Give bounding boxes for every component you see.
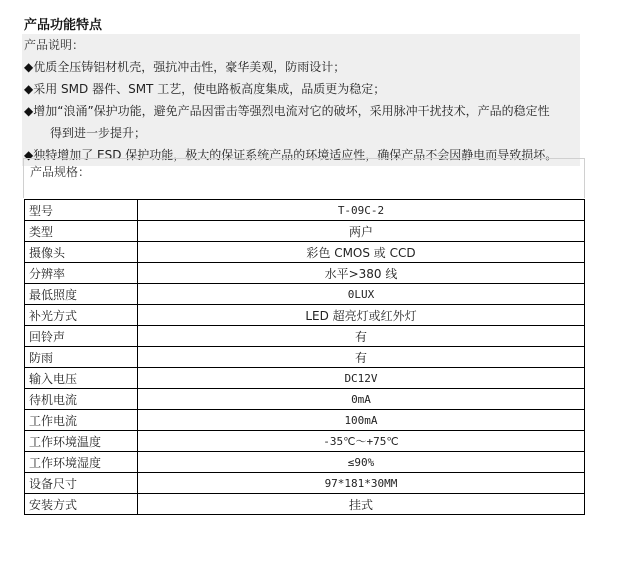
table-row — [25, 389, 585, 410]
spec-value: 有 — [138, 347, 585, 368]
spec-table — [24, 199, 585, 515]
spec-label: 回铃声 — [25, 326, 138, 347]
spec-value: 97*181*30MM — [138, 473, 585, 494]
diamond-bullet-icon: ◆ — [24, 148, 34, 162]
spec-label: 摄像头 — [25, 242, 138, 263]
table-row — [25, 431, 585, 452]
feature-text: 增加“浪涌”保护功能，避免产品因雷击等强烈电流对它的破坏，采用脉冲干扰技术，产品的稳定性 — [33, 104, 550, 118]
table-row — [25, 200, 585, 221]
spec-label: 输入电压 — [25, 368, 138, 389]
spec-label: 工作电流 — [25, 410, 138, 431]
description-block — [22, 34, 580, 166]
feature-bullet — [24, 56, 580, 78]
spec-heading-box — [23, 158, 585, 198]
spec-label: 类型 — [25, 221, 138, 242]
spec-value: DC12V — [138, 368, 585, 389]
spec-value: T-09C-2 — [138, 200, 585, 221]
spec-label: 安装方式 — [25, 494, 138, 515]
description-heading: 产品说明： — [24, 38, 85, 52]
spec-value: ≤90% — [138, 452, 585, 473]
diamond-bullet-icon: ◆ — [24, 82, 34, 96]
feature-bullet — [24, 100, 580, 122]
feature-bullet-continuation — [24, 122, 580, 144]
diamond-bullet-icon: ◆ — [24, 60, 34, 74]
table-row — [25, 326, 585, 347]
spec-value: 挂式 — [138, 494, 585, 515]
table-row — [25, 347, 585, 368]
feature-bullet — [24, 78, 580, 100]
spec-label: 待机电流 — [25, 389, 138, 410]
spec-label: 防雨 — [25, 347, 138, 368]
spec-value: 彩色 CMOS 或 CCD — [138, 242, 585, 263]
spec-label: 补光方式 — [25, 305, 138, 326]
table-row — [25, 263, 585, 284]
feature-text: 采用 SMD 器件、SMT 工艺，使电路板高度集成，品质更为稳定； — [33, 82, 386, 96]
table-row — [25, 473, 585, 494]
spec-value: 0mA — [138, 389, 585, 410]
feature-text: 得到进一步提升； — [50, 126, 147, 140]
spec-label: 工作环境温度 — [25, 431, 138, 452]
spec-value: 100mA — [138, 410, 585, 431]
spec-value: 水平>380 线 — [138, 263, 585, 284]
spec-value: 0LUX — [138, 284, 585, 305]
feature-text: 独特增加了 ESD 保护功能，极大的保证系统产品的环境适应性，确保产品不会因静电而导致损坏。 — [33, 148, 558, 162]
spec-value: 有 — [138, 326, 585, 347]
spec-value: LED 超亮灯或红外灯 — [138, 305, 585, 326]
table-row — [25, 494, 585, 515]
table-row — [25, 452, 585, 473]
spec-label: 分辨率 — [25, 263, 138, 284]
table-row — [25, 221, 585, 242]
spec-value: 两户 — [138, 221, 585, 242]
spec-label: 设备尺寸 — [25, 473, 138, 494]
table-row — [25, 410, 585, 431]
section-title: 产品功能特点 — [24, 18, 103, 33]
spec-label: 型号 — [25, 200, 138, 221]
diamond-bullet-icon: ◆ — [24, 104, 34, 118]
feature-text: 优质全压铸铝材机壳，强抗冲击性，豪华美观，防雨设计； — [33, 60, 346, 74]
table-row — [25, 368, 585, 389]
table-row — [25, 305, 585, 326]
spec-heading: 产品规格： — [30, 165, 91, 179]
spec-label: 工作环境湿度 — [25, 452, 138, 473]
spec-label: 最低照度 — [25, 284, 138, 305]
table-row — [25, 284, 585, 305]
spec-value: -35℃～+75℃ — [138, 431, 585, 452]
table-row — [25, 242, 585, 263]
